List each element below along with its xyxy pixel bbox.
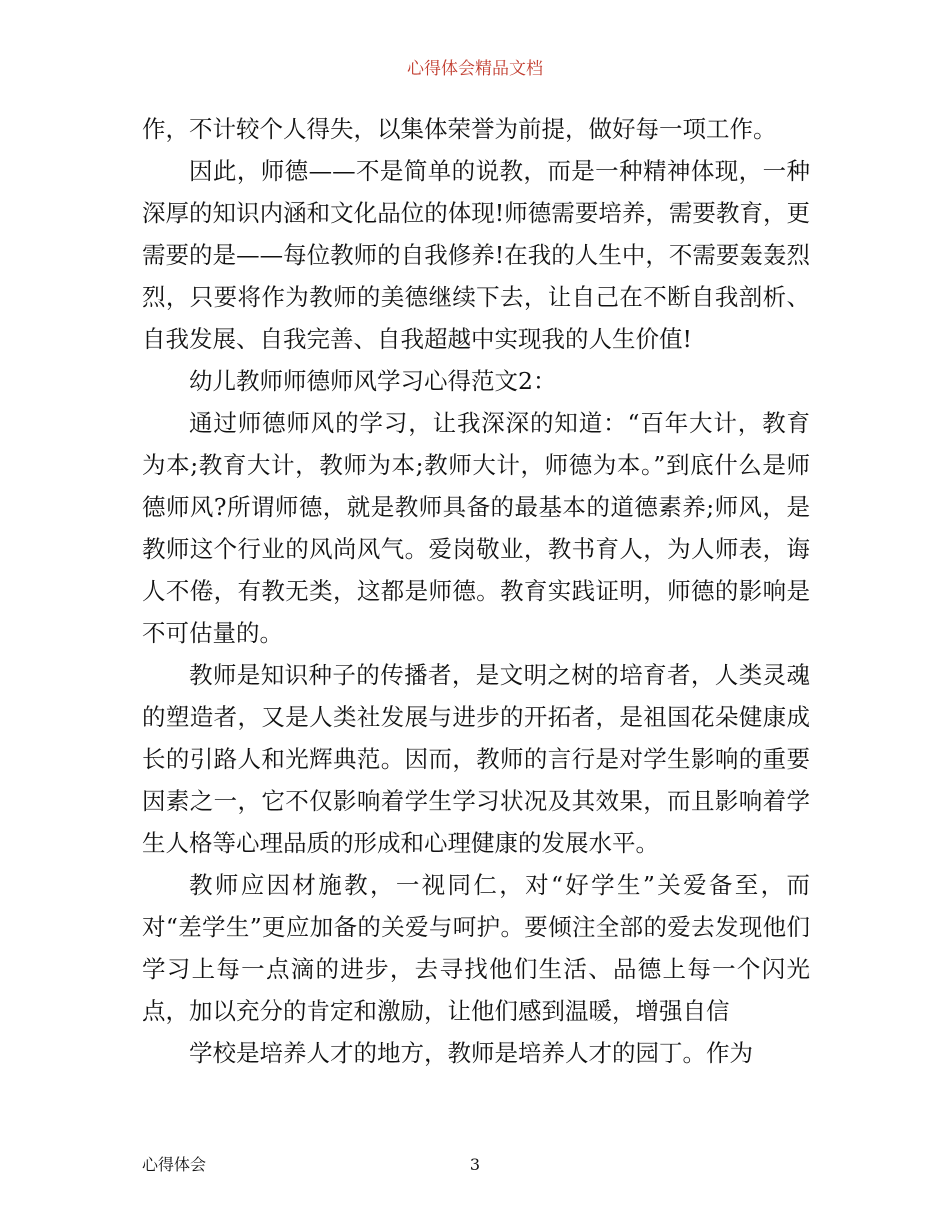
document-body — [142, 108, 810, 1074]
paragraph-continuation: 作，不计较个人得失，以集体荣誉为前提，做好每一项工作。 — [142, 115, 777, 143]
section-heading: 幼儿教师师德师风学习心得范文2： — [189, 367, 557, 395]
paragraph: 因此，师德——不是简单的说教，而是一种精神体现，一种深厚的知识内涵和文化品位的体现!师德需要培养，需要教育，更需要的是——每位教师的自我修养!在我的人生中，不需要轰轰烈烈，只要将作为教师的美德继续下去，让自己在不断自我剖析、自我发展、自我完善、自我超越中实现我的人生价值! — [142, 157, 810, 353]
paragraph: 教师是知识种子的传播者，是文明之树的培育者，人类灵魂的塑造者，又是人类社发展与进步的开拓者，是祖国花朵健康成长的引路人和光辉典范。因而，教师的言行是对学生影响的重要因素之一，它不仅影响着学生学习状况及其效果，而且影响着学生人格等心理品质的形成和心理健康的发展水平。 — [142, 661, 810, 857]
document-header-title: 心得体会精品文档 — [407, 59, 543, 79]
footer-label: 心得体会 — [142, 1155, 207, 1174]
page-number: 3 — [469, 1155, 481, 1174]
paragraph: 通过师德师风的学习，让我深深的知道：“百年大计，教育为本;教育大计，教师为本;教师大计，师德为本。”到底什么是师德师风?所谓师德，就是教师具备的最基本的道德素养;师风，是教师这个行业的风尚风气。爱岗敬业，教书育人，为人师表，诲人不倦，有教无类，这都是师德。教育实践证明，师德的影响是不可估量的。 — [142, 409, 810, 647]
paragraph: 学校是培养人才的地方，教师是培养人才的园丁。作为 — [189, 1039, 753, 1067]
paragraph: 教师应因材施教，一视同仁，对“好学生”关爱备至，而对“差学生”更应加备的关爱与呵护。要倾注全部的爱去发现他们学习上每一点滴的进步，去寻找他们生活、品德上每一个闪光点，加以充分的肯定和激励，让他们感到温暖，增强自信 — [142, 871, 810, 1025]
